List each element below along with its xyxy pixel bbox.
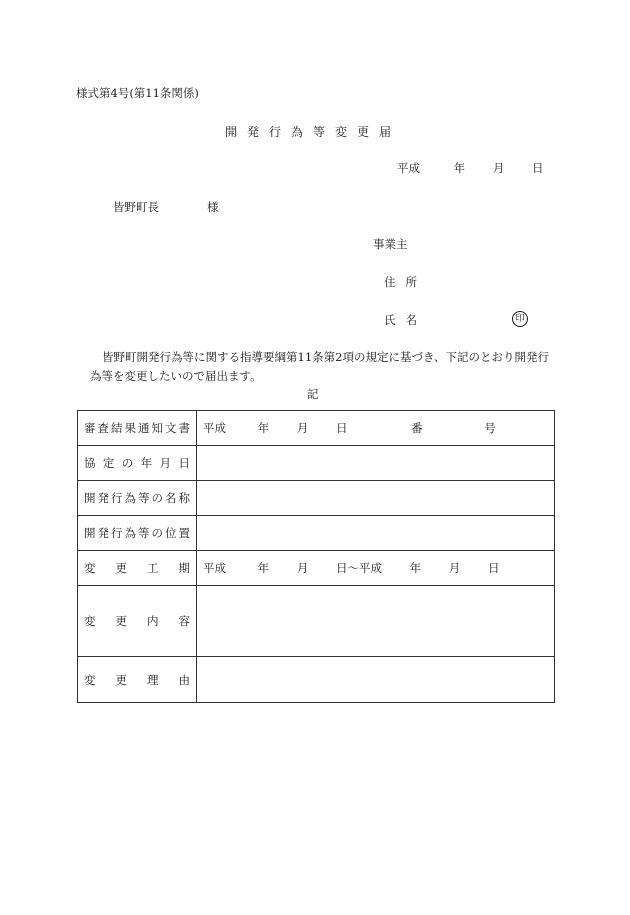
era-label: 平成 [203, 421, 226, 435]
era-label: 平成 [203, 561, 226, 575]
row-label: 変更内容 [78, 586, 197, 657]
day-label: 日 [335, 421, 348, 435]
change-content-field[interactable] [197, 586, 555, 657]
name-label: 氏名 [384, 313, 427, 327]
year-label: 年 [409, 561, 422, 575]
development-name-field[interactable] [197, 481, 555, 516]
ki-heading: 記 [307, 387, 319, 401]
number-label: 番 [411, 421, 423, 435]
row-label: 開発行為等の位置 [78, 516, 197, 551]
table-row [78, 586, 555, 657]
day-label: 日 [531, 161, 544, 175]
document-title: 開発行為等変更届 [225, 125, 402, 139]
agreement-date-field[interactable] [197, 446, 555, 481]
review-notice-field[interactable] [197, 411, 555, 446]
form-number: 様式第4号(第11条関係) [76, 86, 199, 100]
table-row [78, 446, 555, 481]
row-label: 協定の年月日 [78, 446, 197, 481]
address-label: 住所 [384, 275, 427, 289]
day-label: 日 [487, 561, 500, 575]
development-location-field[interactable] [197, 516, 555, 551]
year-label: 年 [257, 561, 270, 575]
row-label: 開発行為等の名称 [78, 481, 197, 516]
year-label: 年 [257, 421, 270, 435]
table-row [78, 411, 555, 446]
number-suffix-label: 号 [484, 421, 496, 435]
addressee: 皆野町長 [113, 200, 159, 214]
month-label: 月 [448, 561, 461, 575]
seal-mark: 印 [512, 311, 528, 327]
change-reason-field[interactable] [197, 657, 555, 703]
day-to-era-label: 日〜平成 [335, 561, 382, 575]
table-row [78, 551, 555, 586]
change-period-field[interactable] [197, 551, 555, 586]
applicant-label: 事業主 [373, 237, 408, 251]
row-label: 変更工期 [78, 551, 197, 586]
year-label: 年 [453, 161, 466, 175]
table-row [78, 516, 555, 551]
month-label: 月 [492, 161, 505, 175]
table-row [78, 657, 555, 703]
era-label: 平成 [397, 161, 420, 175]
submission-date-line [397, 160, 543, 176]
row-label: 審査結果通知文書 [78, 411, 197, 446]
addressee-honorific: 様 [207, 200, 219, 214]
change-details-table [77, 410, 555, 703]
body-text: 皆野町開発行為等に関する指導要綱第11条第2項の規定に基づき、下記のとおり開発行為等を変更したいので届出ます。 [90, 350, 549, 383]
table-row [78, 481, 555, 516]
row-label: 変更理由 [78, 657, 197, 703]
month-label: 月 [296, 561, 309, 575]
month-label: 月 [296, 421, 309, 435]
